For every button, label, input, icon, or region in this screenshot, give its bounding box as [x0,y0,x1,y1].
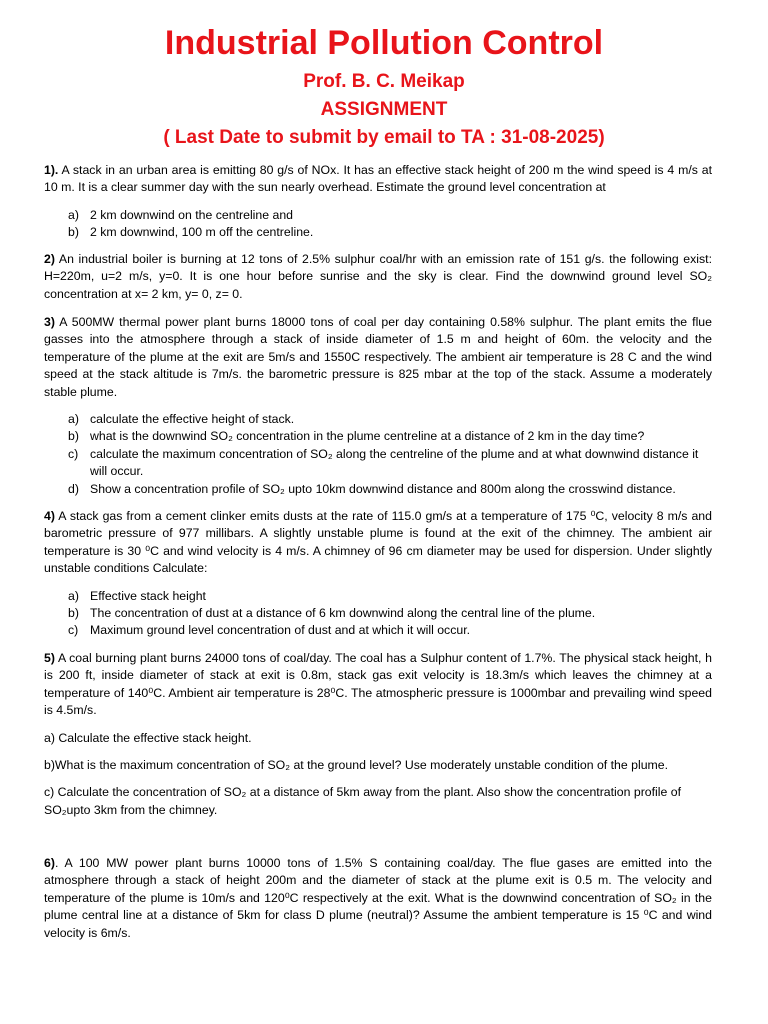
list-item: a) calculate the effective height of stack. [68,412,295,427]
question-text: A coal burning plant burns 24000 tons of coal/day. The coal has a Sulphur content of 1.7%. The physical stack height, h is 200 ft, inside diameter of stack at exit is 0.8m, stack gas exit velocity is 18.3m/s which leaves the chimney at a temperature of 140⁰C. Ambient air temperature is 28⁰C. The atmospheric pressure is 1000mbar and prevailing wind speed is 4.5m/s. [44,651,712,718]
professor-name: Prof. B. C. Meikap [303,71,465,92]
question-number: 6) [44,856,55,870]
question-text: A 500MW thermal power plant burns 18000 tons of coal per day containing 0.58% sulphur. The plant emits the flue gasses into the atmosphere through a stack of inside diameter of 1.5 m and height of 60m. the velocity and the temperature of the plume at the exit are 5m/s and 1550C respectively. The ambient air temperature is 28 C and the wind speed at the stack altitude is 7m/s. the barometric pressure is 825 mbar at the top of the stack. Assume a moderately stable plume. [44,315,712,399]
question-text: . A 100 MW power plant burns 10000 tons of 1.5% S containing coal/day. The flue gases are emitted into the atmosphere through a stack of height 200m and the diameter of stack at the plume exit is 0.5 m. The velocity and temperature of the plume is 10m/s and 120⁰C respectively at the exit. What is the downwind concentration of SO₂ in the plume central line at a distance of 5km for class D plume (neutral)? Assume the ambient temperature is 15 ⁰C and wind velocity is 6m/s. [44,856,712,940]
question-part: c) Calculate the concentration of SO₂ at a distance of 5km away from the plant. Also show the concentration profile of SO₂upto 3km from the chimney. [44,785,682,817]
question-text: A stack gas from a cement clinker emits dusts at the rate of 115.0 gm/s at a temperature of 175 ⁰C, velocity 8 m/s and barometric pressure of 977 millibars. A slightly unstable plume is found at the exit of the chimney. The ambient air temperature is 30 ⁰C and wind velocity is 4 m/s. A chimney of 96 cm diameter may be used for dispersion. Under slightly unstable conditions Calculate: [44,509,712,576]
list-item: b) The concentration of dust at a distance of 6 km downwind along the central line of the plume. [68,606,596,621]
list-item: d) Show a concentration profile of SO₂ upto 10km downwind distance and 800m along the crosswind distance. [68,481,676,496]
submission-deadline: ( Last Date to submit by email to TA : 31-08-2025) [163,127,605,148]
question-number: 3) [44,315,55,329]
assignment-heading: ASSIGNMENT [320,99,448,120]
list-item: b) what is the downwind SO₂ concentration in the plume centreline at a distance of 2 km in the day time? [68,429,645,444]
question-text: An industrial boiler is burning at 12 tons of 2.5% sulphur coal/hr with an emission rate of 151 g/s. the following exist: H=220m, u=2 m/s, y=0. It is one hour before sunrise and the sky is clear. Find the downwind ground level SO₂ concentration at x= 2 km, y= 0, z= 0. [44,252,712,301]
question-number: 5) [44,651,55,665]
list-item: b) 2 km downwind, 100 m off the centreline. [68,225,314,240]
question-4 [44,508,712,640]
list-item: a) Effective stack height [68,588,206,603]
question-part: b)What is the maximum concentration of SO₂ at the ground level? Use moderately unstable condition of the plume. [44,758,669,773]
question-part: a) Calculate the effective stack height. [44,730,252,745]
question-2 [44,251,712,303]
list-item: c) Maximum ground level concentration of dust and at which it will occur. [68,623,471,638]
question-5 [44,650,712,819]
list-item: c) calculate the maximum concentration of SO₂ along the centreline of the plume and at what downwind distance it will occur. [68,446,699,479]
question-3 [44,314,712,498]
list-item: a) 2 km downwind on the centreline and [68,207,294,222]
question-6 [44,855,712,942]
question-number: 4) [44,509,55,523]
question-number: 2) [44,252,55,266]
question-text: A stack in an urban area is emitting 80 g/s of NOx. It has an effective stack height of 200 m the wind speed is 4 m/s at 10 m. It is a clear summer day with the sun nearly overhead. Estimate the ground level concentration at [44,163,712,195]
document-title: Industrial Pollution Control [164,24,604,62]
question-1 [44,162,712,242]
question-number: 1). [44,163,59,177]
